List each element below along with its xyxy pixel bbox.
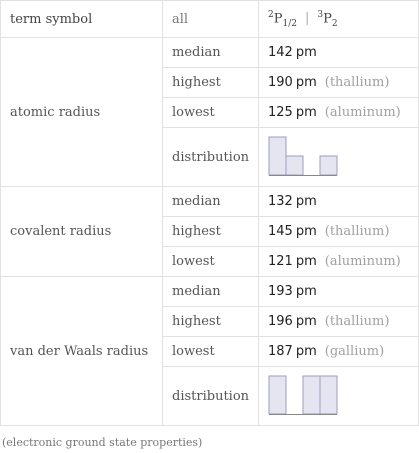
- distribution-cell: [259, 128, 419, 187]
- distribution-histogram: [268, 374, 348, 418]
- row-label: median: [163, 38, 259, 68]
- value-number: 196: [268, 314, 293, 329]
- value-unit: pm: [295, 194, 317, 209]
- row-label: highest: [163, 307, 259, 337]
- histogram-bar: [320, 376, 337, 414]
- element-name: (thallium): [324, 224, 390, 239]
- value-unit: pm: [295, 254, 317, 269]
- value-number: 125: [268, 105, 293, 120]
- footnote: (electronic ground state properties): [2, 436, 203, 449]
- value-number: 132: [268, 194, 293, 209]
- value-unit: pm: [295, 344, 317, 359]
- term-symbol-separator: |: [304, 10, 310, 26]
- header-property: term symbol: [1, 1, 163, 38]
- row-label: median: [163, 277, 259, 307]
- value-unit: pm: [295, 105, 317, 120]
- value-unit: pm: [295, 45, 317, 60]
- value-number: 187: [268, 344, 293, 359]
- row-label: distribution: [163, 128, 259, 187]
- row-value: [259, 68, 419, 98]
- term-symbol-right-sup: 3: [317, 9, 324, 20]
- element-name: (thallium): [324, 314, 390, 329]
- term-symbol-left-sub: 1/2: [282, 18, 297, 29]
- histogram-bar: [286, 156, 303, 175]
- value-unit: pm: [295, 75, 317, 90]
- value-number: 142: [268, 45, 293, 60]
- value-unit: pm: [295, 314, 317, 329]
- element-name: (aluminum): [324, 105, 401, 120]
- header-label: all: [163, 1, 259, 38]
- value-number: 145: [268, 224, 293, 239]
- term-symbol-right-sub: 2: [331, 18, 338, 29]
- row-label: lowest: [163, 247, 259, 277]
- row-label: lowest: [163, 337, 259, 367]
- table-row: [1, 38, 419, 68]
- element-name: (gallium): [324, 344, 385, 359]
- value-number: 193: [268, 284, 293, 299]
- row-value: [259, 38, 419, 68]
- row-value: [259, 247, 419, 277]
- property-van-der-waals-radius: van der Waals radius: [1, 277, 163, 426]
- distribution-cell: [259, 367, 419, 426]
- value-unit: pm: [295, 224, 317, 239]
- histogram-bar: [269, 376, 286, 414]
- term-symbol-right-base: P: [323, 10, 332, 26]
- term-symbol: [259, 1, 419, 38]
- term-symbol-left-base: P: [273, 10, 283, 26]
- row-value: [259, 187, 419, 217]
- table-row: [1, 187, 419, 217]
- histogram-bar: [269, 137, 286, 175]
- element-name: (aluminum): [324, 254, 401, 269]
- term-symbol-left-sup: 2: [268, 9, 274, 20]
- element-name: (thallium): [324, 75, 390, 90]
- row-label: highest: [163, 68, 259, 98]
- property-atomic-radius: atomic radius: [1, 38, 163, 187]
- histogram-bar: [303, 376, 320, 414]
- histogram-bar: [320, 156, 337, 175]
- distribution-histogram: [268, 135, 348, 179]
- row-value: [259, 98, 419, 128]
- value-number: 190: [268, 75, 293, 90]
- row-label: highest: [163, 217, 259, 247]
- row-label: median: [163, 187, 259, 217]
- table-row: [1, 277, 419, 307]
- row-value: [259, 217, 419, 247]
- property-covalent-radius: covalent radius: [1, 187, 163, 277]
- value-number: 121: [268, 254, 293, 269]
- row-label: lowest: [163, 98, 259, 128]
- row-value: [259, 277, 419, 307]
- row-label: distribution: [163, 367, 259, 426]
- row-value: [259, 307, 419, 337]
- row-value: [259, 337, 419, 367]
- header-row: [1, 1, 419, 38]
- value-unit: pm: [295, 284, 317, 299]
